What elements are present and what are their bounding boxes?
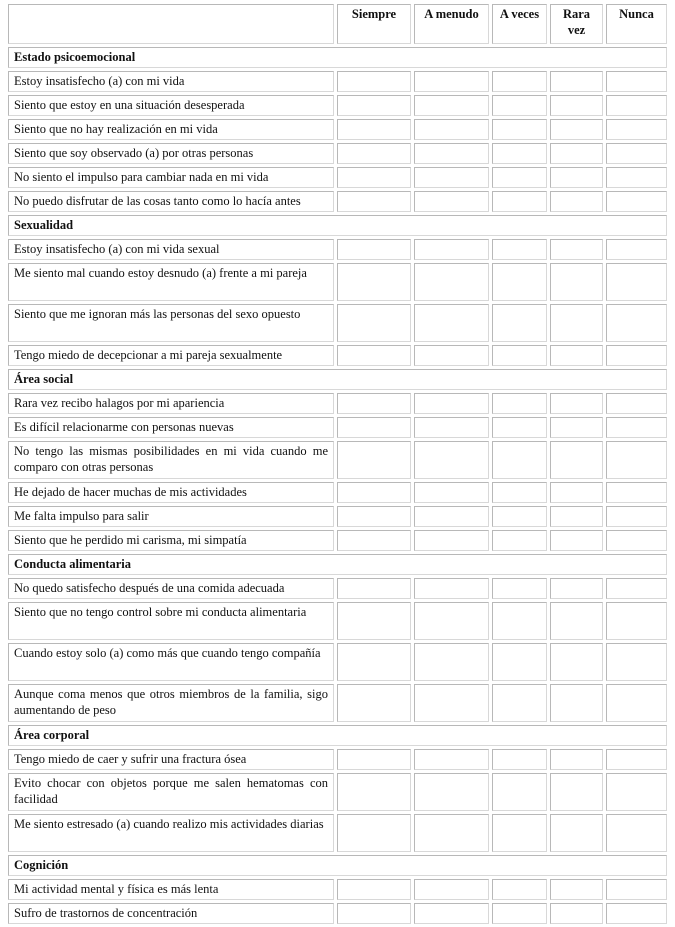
- answer-cell-a-menudo[interactable]: [414, 578, 489, 599]
- answer-cell-a-veces[interactable]: [492, 191, 547, 212]
- answer-cell-a-veces[interactable]: [492, 345, 547, 366]
- answer-cell-siempre[interactable]: [337, 643, 411, 681]
- question-row: [8, 482, 667, 503]
- question-text: Siento que no tengo control sobre mi conducta alimentaria: [8, 602, 334, 640]
- section-title: Cognición: [8, 855, 667, 876]
- answer-cell-siempre[interactable]: [337, 263, 411, 301]
- section-title: Sexualidad: [8, 215, 667, 236]
- section-row: [8, 215, 667, 236]
- answer-cell-rara-vez[interactable]: [550, 345, 603, 366]
- answer-cell-nunca[interactable]: [606, 814, 667, 852]
- answer-cell-a-menudo[interactable]: [414, 167, 489, 188]
- answer-cell-rara-vez[interactable]: [550, 263, 603, 301]
- answer-cell-rara-vez[interactable]: [550, 578, 603, 599]
- question-row: [8, 903, 667, 924]
- answer-cell-nunca[interactable]: [606, 749, 667, 770]
- answer-cell-nunca[interactable]: [606, 191, 667, 212]
- question-row: [8, 643, 667, 681]
- answer-cell-a-menudo[interactable]: [414, 506, 489, 527]
- answer-cell-a-menudo[interactable]: [414, 879, 489, 900]
- answer-cell-rara-vez[interactable]: [550, 814, 603, 852]
- answer-cell-nunca[interactable]: [606, 304, 667, 342]
- answer-cell-siempre[interactable]: [337, 417, 411, 438]
- section-row: [8, 855, 667, 876]
- answer-cell-a-menudo[interactable]: [414, 95, 489, 116]
- answer-cell-nunca[interactable]: [606, 530, 667, 551]
- answer-cell-nunca[interactable]: [606, 143, 667, 164]
- answer-cell-siempre[interactable]: [337, 441, 411, 479]
- answer-cell-a-menudo[interactable]: [414, 903, 489, 924]
- section-row: [8, 725, 667, 746]
- answer-cell-siempre[interactable]: [337, 119, 411, 140]
- section-title: Área social: [8, 369, 667, 390]
- answer-cell-a-menudo[interactable]: [414, 602, 489, 640]
- answer-cell-siempre[interactable]: [337, 530, 411, 551]
- answer-cell-a-veces[interactable]: [492, 71, 547, 92]
- answer-cell-a-menudo[interactable]: [414, 643, 489, 681]
- answer-cell-a-veces[interactable]: [492, 814, 547, 852]
- answer-cell-a-veces[interactable]: [492, 482, 547, 503]
- question-row: [8, 578, 667, 599]
- answer-cell-a-veces[interactable]: [492, 143, 547, 164]
- answer-cell-siempre[interactable]: [337, 239, 411, 260]
- section-row: [8, 369, 667, 390]
- question-row: [8, 119, 667, 140]
- question-text: Evito chocar con objetos porque me salen hematomas con facilidad: [8, 773, 334, 811]
- answer-cell-rara-vez[interactable]: [550, 506, 603, 527]
- answer-cell-siempre[interactable]: [337, 482, 411, 503]
- question-text: Me siento mal cuando estoy desnudo (a) frente a mi pareja: [8, 263, 334, 301]
- answer-cell-a-menudo[interactable]: [414, 482, 489, 503]
- question-row: [8, 393, 667, 414]
- question-row: [8, 814, 667, 852]
- answer-cell-nunca[interactable]: [606, 393, 667, 414]
- header-a-menudo: A menudo: [414, 4, 489, 44]
- answer-cell-a-veces[interactable]: [492, 167, 547, 188]
- answer-cell-nunca[interactable]: [606, 345, 667, 366]
- answer-cell-rara-vez[interactable]: [550, 71, 603, 92]
- answer-cell-rara-vez[interactable]: [550, 191, 603, 212]
- question-text: Mi actividad mental y física es más lenta: [8, 879, 334, 900]
- answer-cell-rara-vez[interactable]: [550, 602, 603, 640]
- answer-cell-rara-vez[interactable]: [550, 239, 603, 260]
- answer-cell-a-menudo[interactable]: [414, 749, 489, 770]
- answer-cell-a-menudo[interactable]: [414, 239, 489, 260]
- answer-cell-a-veces[interactable]: [492, 393, 547, 414]
- answer-cell-a-menudo[interactable]: [414, 684, 489, 722]
- question-row: [8, 95, 667, 116]
- question-row: [8, 304, 667, 342]
- answer-cell-siempre[interactable]: [337, 95, 411, 116]
- section-row: [8, 554, 667, 575]
- answer-cell-a-menudo[interactable]: [414, 773, 489, 811]
- answer-cell-siempre[interactable]: [337, 506, 411, 527]
- answer-cell-a-veces[interactable]: [492, 903, 547, 924]
- question-row: [8, 417, 667, 438]
- answer-cell-a-menudo[interactable]: [414, 263, 489, 301]
- answer-cell-rara-vez[interactable]: [550, 417, 603, 438]
- question-row: [8, 602, 667, 640]
- answer-cell-a-veces[interactable]: [492, 578, 547, 599]
- answer-cell-siempre[interactable]: [337, 345, 411, 366]
- answer-cell-rara-vez[interactable]: [550, 393, 603, 414]
- answer-cell-siempre[interactable]: [337, 578, 411, 599]
- answer-cell-rara-vez[interactable]: [550, 879, 603, 900]
- answer-cell-nunca[interactable]: [606, 263, 667, 301]
- section-row: [8, 47, 667, 68]
- answer-cell-siempre[interactable]: [337, 71, 411, 92]
- answer-cell-siempre[interactable]: [337, 602, 411, 640]
- answer-cell-a-menudo[interactable]: [414, 345, 489, 366]
- answer-cell-a-veces[interactable]: [492, 602, 547, 640]
- header-blank: [8, 4, 334, 44]
- question-text: Me falta impulso para salir: [8, 506, 334, 527]
- answer-cell-rara-vez[interactable]: [550, 304, 603, 342]
- answer-cell-a-veces[interactable]: [492, 263, 547, 301]
- question-text: Siento que no hay realización en mi vida: [8, 119, 334, 140]
- answer-cell-rara-vez[interactable]: [550, 167, 603, 188]
- question-row: [8, 684, 667, 722]
- answer-cell-siempre[interactable]: [337, 143, 411, 164]
- answer-cell-siempre[interactable]: [337, 304, 411, 342]
- question-row: [8, 506, 667, 527]
- answer-cell-a-menudo[interactable]: [414, 304, 489, 342]
- question-text: Me siento estresado (a) cuando realizo mis actividades diarias: [8, 814, 334, 852]
- question-text: Estoy insatisfecho (a) con mi vida sexual: [8, 239, 334, 260]
- answer-cell-siempre[interactable]: [337, 773, 411, 811]
- answer-cell-a-veces[interactable]: [492, 530, 547, 551]
- question-text: No puedo disfrutar de las cosas tanto como lo hacía antes: [8, 191, 334, 212]
- question-row: [8, 749, 667, 770]
- answer-cell-a-menudo[interactable]: [414, 191, 489, 212]
- answer-cell-nunca[interactable]: [606, 684, 667, 722]
- header-row: [8, 4, 667, 44]
- answer-cell-a-menudo[interactable]: [414, 71, 489, 92]
- question-row: [8, 143, 667, 164]
- questionnaire-table: [5, 1, 670, 927]
- question-text: No siento el impulso para cambiar nada en mi vida: [8, 167, 334, 188]
- answer-cell-a-menudo[interactable]: [414, 814, 489, 852]
- answer-cell-nunca[interactable]: [606, 879, 667, 900]
- answer-cell-nunca[interactable]: [606, 602, 667, 640]
- answer-cell-nunca[interactable]: [606, 417, 667, 438]
- answer-cell-a-veces[interactable]: [492, 119, 547, 140]
- question-row: [8, 530, 667, 551]
- answer-cell-a-menudo[interactable]: [414, 393, 489, 414]
- section-title: Estado psicoemocional: [8, 47, 667, 68]
- answer-cell-nunca[interactable]: [606, 239, 667, 260]
- answer-cell-rara-vez[interactable]: [550, 95, 603, 116]
- question-text: Tengo miedo de decepcionar a mi pareja sexualmente: [8, 345, 334, 366]
- answer-cell-nunca[interactable]: [606, 167, 667, 188]
- answer-cell-a-menudo[interactable]: [414, 417, 489, 438]
- header-nunca: Nunca: [606, 4, 667, 44]
- question-row: [8, 191, 667, 212]
- question-text: Siento que estoy en una situación desesperada: [8, 95, 334, 116]
- answer-cell-a-veces[interactable]: [492, 749, 547, 770]
- answer-cell-a-menudo[interactable]: [414, 530, 489, 551]
- answer-cell-siempre[interactable]: [337, 167, 411, 188]
- question-text: Rara vez recibo halagos por mi apariencia: [8, 393, 334, 414]
- answer-cell-rara-vez[interactable]: [550, 643, 603, 681]
- answer-cell-rara-vez[interactable]: [550, 441, 603, 479]
- question-text: Cuando estoy solo (a) como más que cuando tengo compañía: [8, 643, 334, 681]
- answer-cell-a-veces[interactable]: [492, 643, 547, 681]
- question-text: Sufro de trastornos de concentración: [8, 903, 334, 924]
- question-row: [8, 71, 667, 92]
- answer-cell-nunca[interactable]: [606, 643, 667, 681]
- answer-cell-siempre[interactable]: [337, 814, 411, 852]
- answer-cell-rara-vez[interactable]: [550, 530, 603, 551]
- answer-cell-a-menudo[interactable]: [414, 441, 489, 479]
- section-title: Área corporal: [8, 725, 667, 746]
- answer-cell-rara-vez[interactable]: [550, 119, 603, 140]
- answer-cell-a-veces[interactable]: [492, 773, 547, 811]
- question-text: Es difícil relacionarme con personas nuevas: [8, 417, 334, 438]
- question-text: He dejado de hacer muchas de mis actividades: [8, 482, 334, 503]
- answer-cell-nunca[interactable]: [606, 95, 667, 116]
- question-row: [8, 879, 667, 900]
- question-row: [8, 441, 667, 479]
- answer-cell-rara-vez[interactable]: [550, 482, 603, 503]
- answer-cell-a-veces[interactable]: [492, 879, 547, 900]
- question-text: Estoy insatisfecho (a) con mi vida: [8, 71, 334, 92]
- question-text: Siento que soy observado (a) por otras personas: [8, 143, 334, 164]
- answer-cell-a-veces[interactable]: [492, 239, 547, 260]
- answer-cell-a-veces[interactable]: [492, 684, 547, 722]
- question-row: [8, 773, 667, 811]
- question-text: Aunque coma menos que otros miembros de la familia, sigo aumentando de peso: [8, 684, 334, 722]
- answer-cell-a-veces[interactable]: [492, 304, 547, 342]
- answer-cell-a-veces[interactable]: [492, 506, 547, 527]
- question-text: No quedo satisfecho después de una comida adecuada: [8, 578, 334, 599]
- answer-cell-siempre[interactable]: [337, 393, 411, 414]
- answer-cell-rara-vez[interactable]: [550, 143, 603, 164]
- answer-cell-a-veces[interactable]: [492, 417, 547, 438]
- answer-cell-rara-vez[interactable]: [550, 749, 603, 770]
- question-text: No tengo las mismas posibilidades en mi vida cuando me comparo con otras personas: [8, 441, 334, 479]
- answer-cell-rara-vez[interactable]: [550, 903, 603, 924]
- answer-cell-siempre[interactable]: [337, 903, 411, 924]
- answer-cell-nunca[interactable]: [606, 71, 667, 92]
- answer-cell-nunca[interactable]: [606, 903, 667, 924]
- answer-cell-siempre[interactable]: [337, 191, 411, 212]
- answer-cell-nunca[interactable]: [606, 482, 667, 503]
- question-row: [8, 263, 667, 301]
- answer-cell-nunca[interactable]: [606, 441, 667, 479]
- answer-cell-nunca[interactable]: [606, 119, 667, 140]
- question-text: Siento que he perdido mi carisma, mi simpatía: [8, 530, 334, 551]
- answer-cell-rara-vez[interactable]: [550, 773, 603, 811]
- answer-cell-a-menudo[interactable]: [414, 143, 489, 164]
- question-text: Tengo miedo de caer y sufrir una fractura ósea: [8, 749, 334, 770]
- answer-cell-rara-vez[interactable]: [550, 684, 603, 722]
- question-row: [8, 239, 667, 260]
- header-rara-vez: Rara vez: [550, 4, 603, 44]
- question-row: [8, 345, 667, 366]
- answer-cell-nunca[interactable]: [606, 506, 667, 527]
- answer-cell-nunca[interactable]: [606, 773, 667, 811]
- answer-cell-nunca[interactable]: [606, 578, 667, 599]
- question-row: [8, 167, 667, 188]
- answer-cell-siempre[interactable]: [337, 684, 411, 722]
- answer-cell-siempre[interactable]: [337, 749, 411, 770]
- answer-cell-a-veces[interactable]: [492, 95, 547, 116]
- section-title: Conducta alimentaria: [8, 554, 667, 575]
- header-a-veces: A veces: [492, 4, 547, 44]
- answer-cell-siempre[interactable]: [337, 879, 411, 900]
- question-text: Siento que me ignoran más las personas del sexo opuesto: [8, 304, 334, 342]
- header-siempre: Siempre: [337, 4, 411, 44]
- answer-cell-a-menudo[interactable]: [414, 119, 489, 140]
- answer-cell-a-veces[interactable]: [492, 441, 547, 479]
